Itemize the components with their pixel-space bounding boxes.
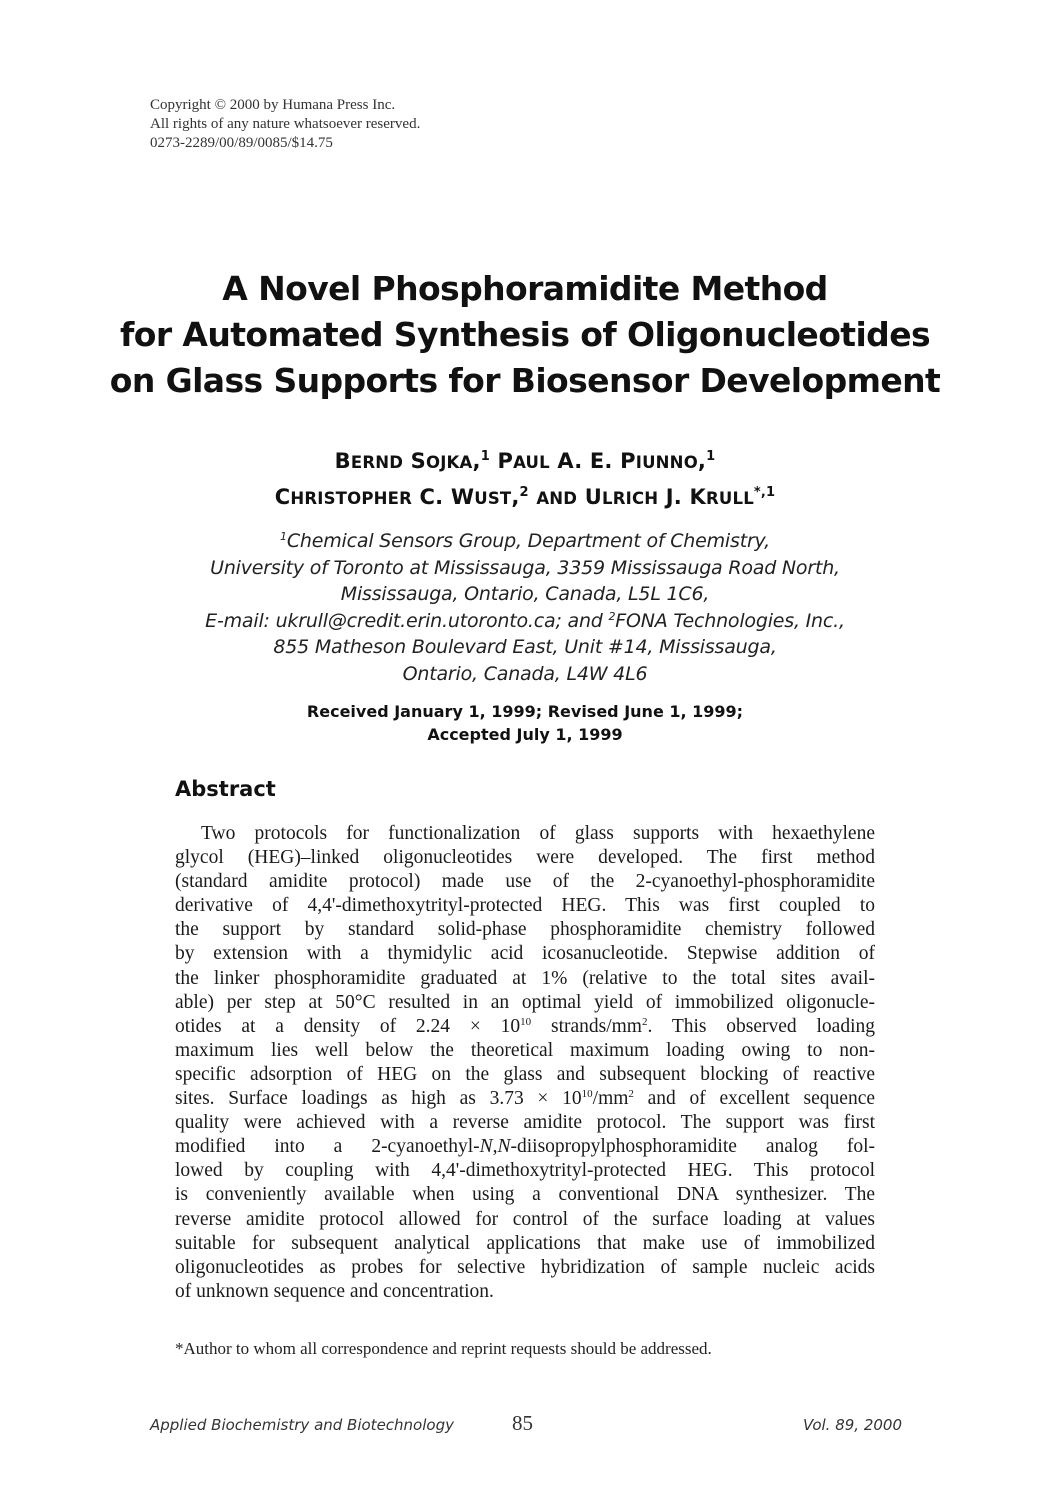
page-footer: [150, 1412, 902, 1438]
abstract-line: derivative of 4,4'-dimethoxytrityl-protected HEG. This was first coupled to: [175, 895, 875, 917]
title-line: on Glass Supports for Biosensor Development: [109, 361, 941, 400]
author-list: [0, 444, 1050, 516]
affiliation-line: University of Toronto at Mississauga, 3359 Mississauga Road North,: [210, 556, 840, 579]
accepted-date: Accepted July 1, 1999: [427, 725, 623, 744]
abstract-line: reverse amidite protocol allowed for control of the surface loading at values: [175, 1208, 875, 1230]
abstract-line: able) per step at 50°C resulted in an optimal yield of immobilized oligonucle-: [175, 991, 875, 1013]
copyright-line: Copyright © 2000 by Humana Press Inc.: [150, 97, 396, 113]
author-name: BERND SOJKA,$^1$: [334, 449, 490, 473]
affiliation-line: Mississauga, Ontario, Canada, L5L 1C6,: [340, 583, 710, 605]
abstract-line: (standard amidite protocol) made use of the 2-cyanoethyl-phosphoramidite: [175, 871, 875, 893]
copyright-notice: [150, 96, 420, 153]
abstract-line: lowed by coupling with 4,4'-dimethoxytrityl-protected HEG. This protocol: [175, 1160, 875, 1182]
abstract-line: otides at a density of $2.24 \times 10^{10}$ strands/$mm^2$. This observed loading: [175, 1015, 875, 1037]
abstract-line: is conveniently available when using a conventional DNA synthesizer. The: [175, 1184, 875, 1206]
author-name: PAUL A. E. PIUNNO,$^1$: [497, 449, 716, 473]
article-title: [0, 266, 1050, 404]
abstract-line: sites. Surface loadings as high as $3.73 \times 10^{10}/mm^2$ and of excellent sequence: [175, 1088, 876, 1110]
submission-dates: [0, 700, 1050, 746]
title-line: for Automated Synthesis of Oligonucleotides: [119, 315, 931, 354]
author-name: ULRICH J. $KRULL^{*,1}$: [584, 485, 776, 509]
correspondence-footnote: *Author to whom all correspondence and reprint requests should be addressed.: [175, 1339, 712, 1358]
abstract-line: oligonucleotides as probes for selective hybridization of sample nucleic acids: [175, 1256, 875, 1278]
page-number: 85: [512, 1411, 533, 1435]
journal-name: Applied Biochemistry and Biotechnology: [150, 1416, 454, 1434]
author-conjunction: AND: [536, 489, 578, 508]
affiliation-marker: 1: [706, 449, 716, 464]
rights-line: All rights of any nature whatsoever reserved.: [150, 116, 421, 132]
abstract-line: by extension with a thymidylic acid icosanucleotide. Stepwise addition of: [175, 943, 875, 965]
author-line: [0, 444, 1050, 480]
received-revised: Received January 1, 1999; Revised June 1, 1999;: [306, 702, 744, 721]
abstract-line: Two protocols for functionalization of glass supports with hexaethylene: [201, 823, 875, 844]
abstract-line: specific adsorption of HEG on the glass and subsequent blocking of reactive: [175, 1063, 875, 1085]
affiliations: [0, 528, 1050, 687]
affiliation-line: 855 Matheson Boulevard East, Unit #14, Mississauga,: [273, 636, 777, 658]
affiliation-marker: 1: [480, 449, 490, 464]
abstract-line: modified into a 2-cyanoethyl-N,N-diisopropylphosphoramidite analog fol-: [175, 1136, 875, 1158]
volume-info: Vol. 89, 2000: [802, 1416, 902, 1434]
abstract-line: suitable for subsequent analytical applications that make use of immobilized: [175, 1232, 875, 1254]
affiliation-line: $^1$Chemical Sensors Group, Department of Chemistry,: [280, 530, 770, 552]
affiliation-line: Ontario, Canada, L4W 4L6: [402, 662, 648, 685]
abstract-line: maximum lies well below the theoretical maximum loading owing to non-: [175, 1039, 875, 1061]
affiliation-marker: 2: [519, 485, 529, 500]
affiliation-marker: *,1: [753, 485, 776, 500]
abstract-line: glycol (HEG)–linked oligonucleotides were developed. The first method: [175, 847, 875, 869]
code-line: 0273-2289/00/89/0085/$14.75: [150, 135, 333, 151]
abstract-text: [175, 822, 875, 1304]
abstract-heading: Abstract: [175, 777, 276, 801]
author-name: CHRISTOPHER C. WUST,$^2$: [274, 485, 529, 509]
affiliation-email-line: E-mail: ukrull@credit.erin.utoronto.ca; and $^2$FONA Technologies, Inc.,: [205, 609, 845, 632]
abstract-line: the linker phosphoramidite graduated at 1% (relative to the total sites avail-: [175, 967, 875, 989]
author-line: [0, 480, 1050, 516]
abstract-line: quality were achieved with a reverse amidite protocol. The support was first: [175, 1112, 875, 1134]
abstract-line: of unknown sequence and concentration.: [175, 1280, 494, 1302]
abstract-line: the support by standard solid-phase phosphoramidite chemistry followed: [175, 919, 875, 941]
title-line: A Novel Phosphoramidite Method: [222, 269, 828, 308]
